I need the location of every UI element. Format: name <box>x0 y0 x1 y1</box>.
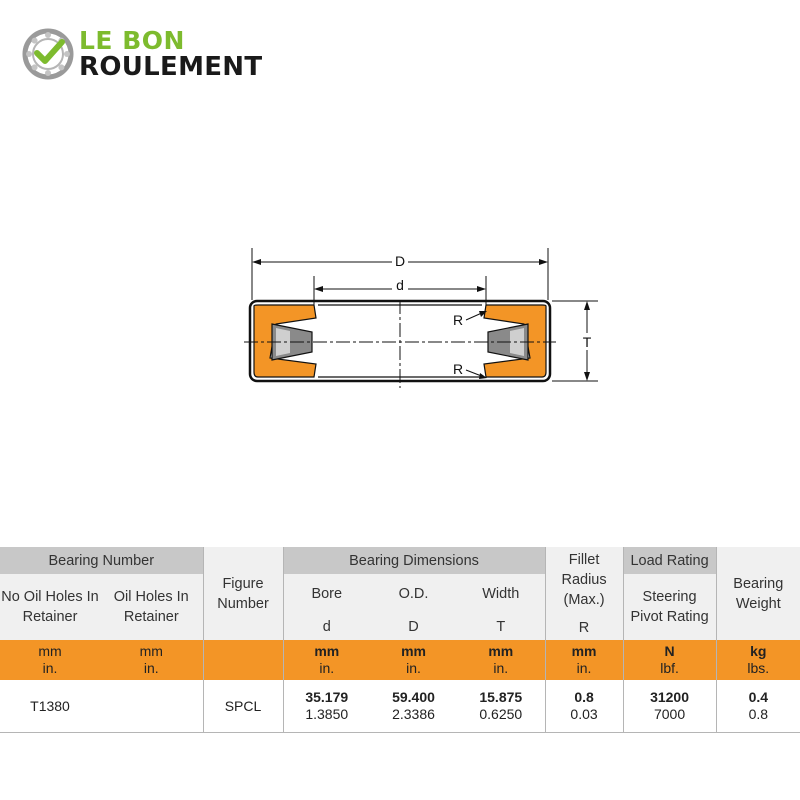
unit-bore: mm in. <box>283 640 370 680</box>
col-od-symbol: D <box>370 614 457 640</box>
outer-diameter-label: D <box>394 253 406 269</box>
col-steering: Steering Pivot Rating <box>623 574 716 640</box>
group-bearing-number: Bearing Number <box>0 547 203 574</box>
col-oil-holes: Oil Holes In Retainer <box>100 574 203 640</box>
col-bore: Bore <box>283 574 370 614</box>
bearing-spec-table <box>0 547 800 733</box>
cell-load: 31200 7000 <box>623 680 716 733</box>
unit-width: mm in. <box>457 640 545 680</box>
unit-load: N lbf. <box>623 640 716 680</box>
cell-od: 59.400 2.3386 <box>370 680 457 733</box>
col-no-oil-holes: No Oil Holes In Retainer <box>0 574 100 640</box>
unit-od: mm in. <box>370 640 457 680</box>
cell-weight: 0.4 0.8 <box>716 680 800 733</box>
unit-figure <box>203 640 283 680</box>
bore-label: d <box>396 277 404 293</box>
group-bearing-dimensions: Bearing Dimensions <box>283 547 545 574</box>
group-figure-number: Figure Number <box>203 547 283 640</box>
group-fillet-radius: Fillet Radius (Max.) R <box>545 547 623 640</box>
cell-bore: 35.179 1.3850 <box>283 680 370 733</box>
group-bearing-weight: Bearing Weight <box>716 547 800 640</box>
unit-no-oil-holes: mm in. <box>0 640 100 680</box>
brand-line1: LE BON <box>79 26 185 55</box>
col-width-symbol: T <box>457 614 545 640</box>
cell-oil-holes-part <box>100 680 203 733</box>
unit-weight: kg lbs. <box>716 640 800 680</box>
width-label: T <box>582 334 592 350</box>
col-bore-symbol: d <box>283 614 370 640</box>
cell-part-number: T1380 <box>0 680 100 733</box>
units-row <box>0 640 800 680</box>
radius-label-bottom: R <box>452 361 464 377</box>
cell-width: 15.875 0.6250 <box>457 680 545 733</box>
bearing-cross-section-diagram <box>230 240 610 390</box>
unit-fillet: mm in. <box>545 640 623 680</box>
bearing-check-icon <box>22 28 74 80</box>
radius-label-top: R <box>452 312 464 328</box>
cell-figure: SPCL <box>203 680 283 733</box>
brand-logo <box>22 26 302 86</box>
col-od: O.D. <box>370 574 457 614</box>
unit-oil-holes: mm in. <box>100 640 203 680</box>
cell-fillet: 0.8 0.03 <box>545 680 623 733</box>
group-load-rating: Load Rating <box>623 547 716 574</box>
brand-line2: ROULEMENT <box>79 52 263 82</box>
table-row <box>0 680 800 733</box>
col-width: Width <box>457 574 545 614</box>
